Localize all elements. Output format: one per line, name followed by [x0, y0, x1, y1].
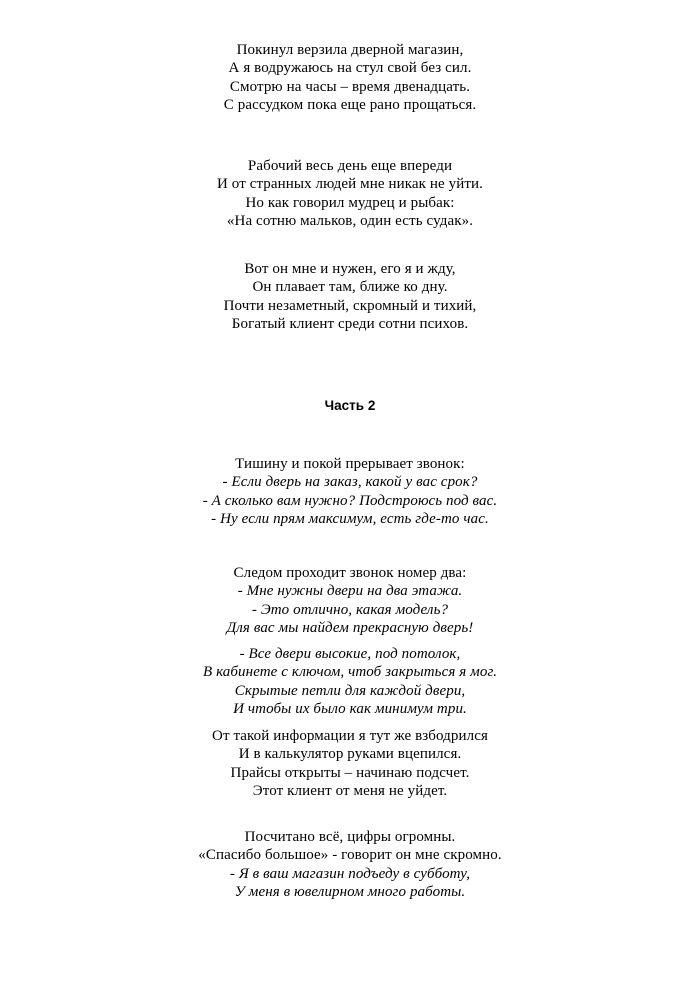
verse-line: Этот клиент от меня не уйдет. [252, 782, 448, 799]
stanza-2 [0, 157, 700, 230]
dialogue-line: Скрытые петли для каждой двери, [234, 682, 466, 699]
dialogue-line: - А сколько вам нужно? Подстроюсь под вас. [202, 492, 498, 509]
dialogue-line: - Мне нужны двери на два этажа. [237, 583, 463, 600]
verse-line: А я водружаюсь на стул свой без сил. [228, 60, 472, 77]
dialogue-line: - Все двери высокие, под потолок, [239, 646, 461, 662]
dialogue-line: У меня в ювелирном много работы. [234, 883, 466, 900]
dialogue-line: И чтобы их было как минимум три. [233, 700, 467, 717]
verse-line: От такой информации я тут же взбодрился [212, 728, 488, 744]
verse-line: «Спасибо большое» - говорит он мне скромно. [198, 847, 502, 864]
verse-line: Богатый клиент среди сотни психов. [231, 315, 469, 332]
verse-line: Следом проходит звонок номер два: [233, 565, 467, 581]
section-heading: Часть 2 [324, 398, 376, 413]
dialogue-line: - Это отлично, какая модель? [251, 601, 449, 618]
verse-line: И в калькулятор руками вцепился. [238, 746, 462, 763]
verse-line: Посчитано всё, цифры огромны. [244, 829, 456, 845]
stanza-8 [0, 828, 700, 901]
verse-line: Он плавает там, ближе ко дну. [252, 279, 448, 296]
dialogue-line: В кабинете с ключом, чтоб закрыться я мог. [202, 664, 498, 681]
verse-line: Покинул верзила дверной магазин, [236, 42, 464, 58]
verse-line: Смотрю на часы – время двенадцать. [229, 78, 471, 95]
verse-line: Почти незаметный, скромный и тихий, [223, 297, 477, 314]
stanza-4 [0, 455, 700, 528]
stanza-5 [0, 564, 700, 637]
dialogue-line: - Я в ваш магазин подъеду в субботу, [229, 865, 471, 882]
stanza-1 [0, 41, 700, 114]
verse-line: И от странных людей мне никак не уйти. [217, 176, 483, 193]
dialogue-line: Для вас мы найдем прекрасную дверь! [226, 619, 474, 636]
stanza-6 [0, 645, 700, 718]
dialogue-line: - Если дверь на заказ, какой у вас срок? [222, 474, 478, 491]
verse-line: С рассудком пока еще рано прощаться. [223, 96, 477, 113]
dialogue-line: - Ну если прям максимум, есть где-то час. [211, 510, 489, 527]
stanza-7 [0, 727, 700, 800]
verse-line: Рабочий весь день еще впереди [247, 158, 453, 174]
verse-line: «На сотню мальков, один есть судак». [226, 212, 474, 229]
stanza-3 [0, 260, 700, 333]
verse-line: Вот он мне и нужен, его я и жду, [244, 261, 456, 277]
verse-line: Но как говорил мудрец и рыбак: [245, 194, 455, 211]
verse-line: Тишину и покой прерывает звонок: [235, 456, 465, 472]
verse-line: Прайсы открыты – начинаю подсчет. [230, 764, 470, 781]
